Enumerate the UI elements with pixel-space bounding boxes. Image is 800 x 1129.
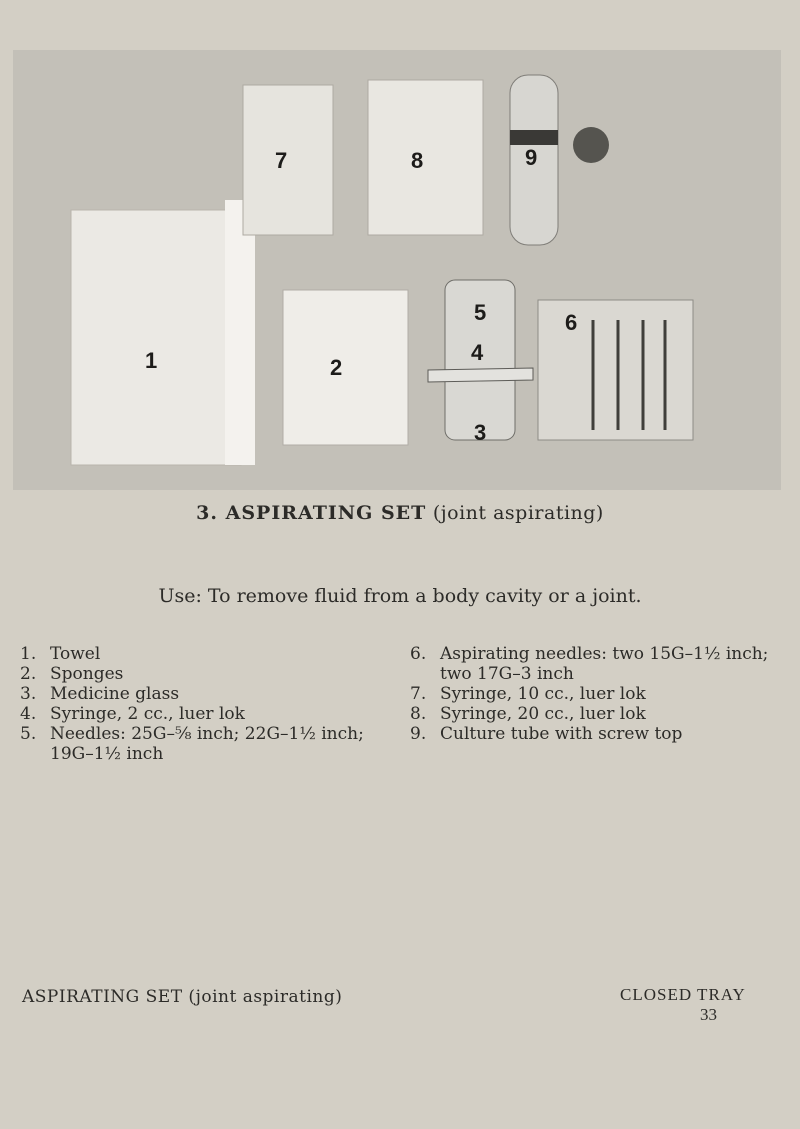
photo-label-3: 3: [474, 420, 487, 445]
caption-subtitle: (joint aspirating): [432, 502, 604, 524]
item-number: 3.: [20, 684, 37, 704]
list-item: [20, 724, 405, 764]
figure-caption: [0, 502, 800, 524]
culture-tube-cap: [510, 130, 558, 145]
list-item: [410, 704, 790, 724]
item-number: 4.: [20, 704, 37, 724]
item-text: Syringe, 2 cc., luer lok: [50, 704, 245, 724]
item-text: Sponges: [50, 664, 124, 684]
items-list-right: [410, 644, 790, 744]
photo-label-9: 9: [525, 145, 538, 170]
sponge-stack-7: [243, 85, 333, 235]
photo-label-8: 8: [411, 148, 424, 173]
item-number: 2.: [20, 664, 37, 684]
sponge-stack-8: [368, 80, 483, 235]
item-number: 9.: [410, 724, 427, 744]
photo-label-4: 4: [471, 340, 484, 365]
photo-label-5: 5: [474, 300, 487, 325]
item-text: Medicine glass: [50, 684, 180, 704]
towel-fold: [225, 200, 255, 465]
item-number: 1.: [20, 644, 37, 664]
sponges-2: [283, 290, 408, 445]
caption-prefix: 3.: [196, 502, 226, 524]
item-text: Syringe, 10 cc., luer lok: [440, 684, 646, 704]
use-line: Use: To remove fluid from a body cavity or a joint.: [158, 585, 642, 607]
tray-type-label: CLOSED TRAY: [620, 985, 746, 1004]
item-text: Towel: [50, 644, 101, 664]
aspirating-set-photo: [13, 50, 781, 490]
photo-label-1: 1: [145, 348, 158, 373]
photo-label-6: 6: [565, 310, 578, 335]
item-text: Aspirating needles: two 15G–1½ inch; two 17G–3 inch: [440, 644, 769, 684]
towel-shape: [71, 210, 241, 465]
tube-stopper: [573, 127, 609, 163]
item-number: 5.: [20, 724, 37, 744]
caption-title: ASPIRATING SET: [225, 502, 427, 524]
page-number: 33: [700, 1005, 717, 1024]
list-item: [410, 724, 790, 744]
photo-label-7: 7: [275, 148, 288, 173]
item-number: 7.: [410, 684, 427, 704]
item-text: Needles: 25G–⅝ inch; 22G–1½ inch; 19G–1½ inch: [50, 724, 364, 764]
item-number: 6.: [410, 644, 427, 664]
item-text: Syringe, 20 cc., luer lok: [440, 704, 646, 724]
list-item: [20, 684, 405, 704]
photo-illustration: [13, 50, 781, 490]
item-number: 8.: [410, 704, 427, 724]
syringe-2cc: [428, 368, 533, 382]
list-item: [410, 684, 790, 704]
list-item: [20, 644, 405, 664]
list-item: [410, 644, 790, 684]
list-item: [20, 664, 405, 684]
running-footer-title: ASPIRATING SET (joint aspirating): [22, 987, 343, 1007]
list-item: [20, 704, 405, 724]
item-text: Culture tube with screw top: [440, 724, 683, 744]
needles-case: [538, 300, 693, 440]
items-list-left: [20, 644, 405, 764]
photo-label-2: 2: [330, 355, 343, 380]
